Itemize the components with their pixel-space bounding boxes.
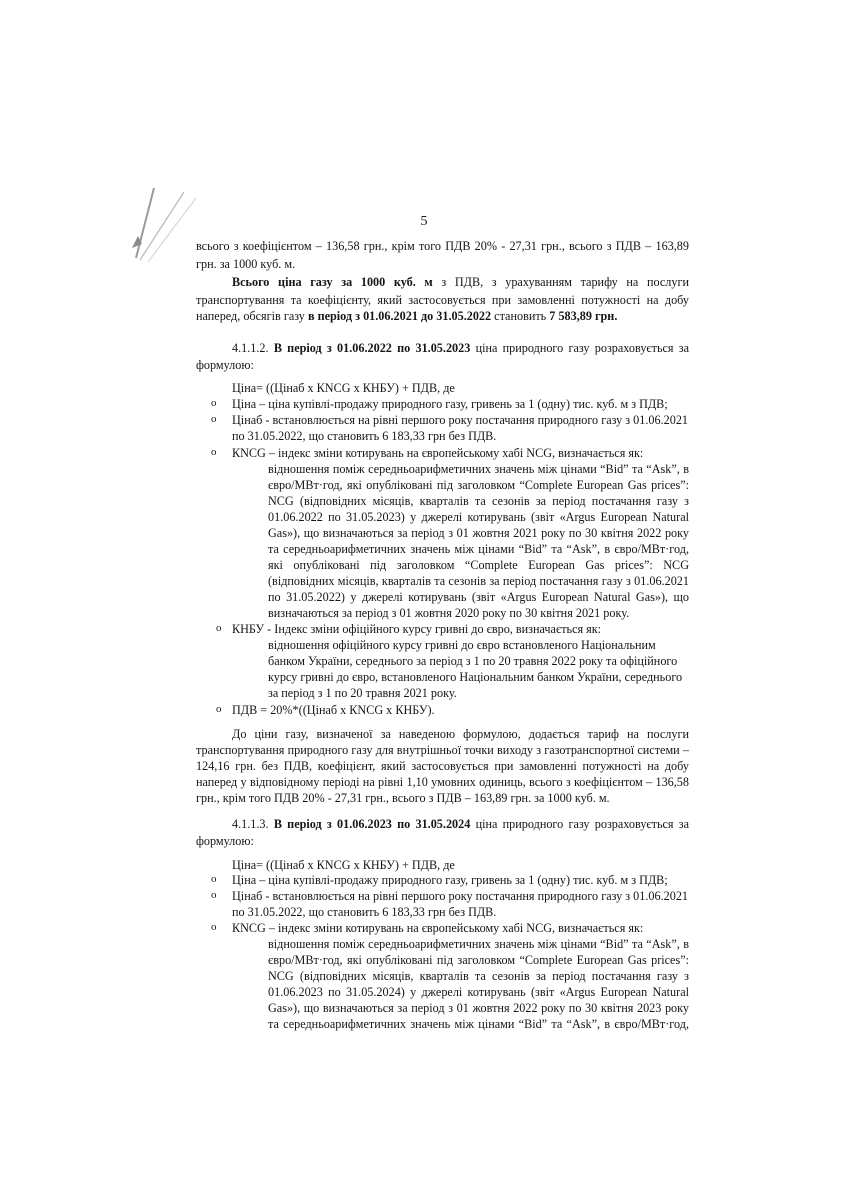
nbu-line: курсу гривні до євро, встановленого Національним банком України, середнього [268, 670, 683, 684]
bullet-icon: o [216, 703, 222, 715]
bullet-icon: o [211, 873, 217, 885]
ncg-line: по 31.05.2022) у джерелі котирувань (звіт «Argus European Natural Gas»), що [268, 590, 689, 604]
list-item-cont: по 31.05.2022, що становить 6 183,33 грн без ПДВ. [232, 905, 497, 919]
tariff-line: До ціни газу, визначеної за наведеною формулою, додається тариф на послуги [232, 727, 689, 741]
bullet-icon: o [211, 446, 217, 458]
bullet-icon: o [211, 889, 217, 901]
list-item: Цінаб - встановлюється на рівні першого року постачання природного газу з 01.06.2021 [232, 413, 689, 427]
bullet-icon: o [216, 622, 222, 634]
section-heading: 4.1.1.3. В період з 01.06.2023 по 31.05.2024 ціна природного газу розраховується за [232, 817, 689, 831]
ncg-line: Gas»), що визначаються за період з 01 жовтня 2022 року по 30 квітня 2023 року [268, 1001, 689, 1015]
page-number: 5 [420, 214, 428, 229]
bullet-icon: o [211, 921, 217, 933]
ncg-line: та середньоарифметичних значень між цінами “Bid” та “Ask”, в євро/МВт·год, [268, 1017, 689, 1031]
formula: Ціна= ((Цінаб х КNCG х КНБУ) + ПДВ, де [232, 858, 455, 872]
nbu-line: за період з 1 по 20 травня 2021 року. [268, 686, 457, 700]
nbu-line: відношення офіційного курсу гривні до євро встановленого Національним [268, 638, 656, 652]
ncg-line: відношення поміж середньоарифметичних значень між цінами “Bid” та “Ask”, в [268, 462, 689, 476]
ncg-line: відношення поміж середньоарифметичних значень між цінами “Bid” та “Ask”, в [268, 937, 689, 951]
ncg-line: 01.06.2023 по 31.05.2024) у джерелі котирувань (звіт «Argus European Natural [268, 985, 689, 999]
text-line: транспортування та коефіцієнту, який застосовується при замовленні потужності на добу [196, 293, 689, 307]
ncg-line: (відповідних місяців, кварталів та сезонів за період постачання газу з 01.06.2021 [268, 574, 689, 588]
list-item: КNCG – індекс зміни котирувань на європейському хабі NCG, визначається як: [232, 446, 644, 460]
text-line: грн. за 1000 куб. м. [196, 257, 296, 271]
ncg-line: 01.06.2022 по 31.05.2023) у джерелі котирувань (звіт «Argus European Natural [268, 510, 689, 524]
ncg-line: євро/МВт·год, які опубліковані під заголовком “Complete European Gas prices”: [268, 478, 689, 492]
ncg-line: євро/МВт·год, які опубліковані під заголовком “Complete European Gas prices”: [268, 953, 689, 967]
tariff-line: 124,16 грн. без ПДВ, коефіцієнт, який застосовується при замовленні потужності на добу [196, 759, 689, 773]
list-item: Цінаб - встановлюється на рівні першого року постачання природного газу з 01.06.2021 [232, 889, 689, 903]
nbu-line: банком України, середнього за період з 1 по 20 травня 2022 року та офіційного [268, 654, 678, 668]
list-item: КNCG – індекс зміни котирувань на європейському хабі NCG, визначається як: [232, 921, 644, 935]
bullet-icon: o [211, 397, 217, 409]
formula: Ціна= ((Цінаб х КNCG х КНБУ) + ПДВ, де [232, 381, 455, 395]
list-item: КНБУ - Індекс зміни офіційного курсу гривні до євро, визначається як: [232, 622, 602, 636]
list-item: Ціна – ціна купівлі-продажу природного газу, гривень за 1 (одну) тис. куб. м з ПДВ; [232, 873, 668, 887]
tariff-line: транспортування природного газу для внутрішньої точки виходу з газотранспортної системи – [196, 743, 689, 757]
ncg-line: NCG (відповідних місяців, кварталів та сезонів за період постачання газу з [268, 494, 689, 508]
ncg-line: NCG (відповідних місяців, кварталів та сезонів за період постачання газу з [268, 969, 689, 983]
tariff-line: грн., крім того ПДВ 20% - 27,31 грн., всього з ПДВ – 163,89 грн. за 1000 куб. м. [196, 791, 610, 805]
list-item: ПДВ = 20%*((Цінаб х КNCG х КНБУ). [232, 703, 435, 717]
ncg-line: Gas»), що визначаються за період з 01 жовтня 2021 року по 30 квітня 2022 року [268, 526, 689, 540]
ncg-line: які опубліковані під заголовком “Complete European Gas prices”: NCG [268, 558, 689, 572]
ncg-line: та середньоарифметичних значень між цінами “Bid” та “Ask”, в євро/МВт·год, [268, 542, 689, 556]
ncg-line: визначаються за період з 01 жовтня 2020 року по 30 квітня 2021 року. [268, 606, 630, 620]
text-line: формулою: [196, 834, 254, 848]
tariff-line: наперед у відповідному періоді на рівні 1,10 умовних одиниць, всього з коефіцієнтом – 136,58 [196, 775, 689, 789]
text-line: наперед, обсягів газу в період з 01.06.2021 до 31.05.2022 становить 7 583,89 грн. [196, 309, 618, 323]
list-item: Ціна – ціна купівлі-продажу природного газу, гривень за 1 (одну) тис. куб. м з ПДВ; [232, 397, 668, 411]
list-item-cont: по 31.05.2022, що становить 6 183,33 грн без ПДВ. [232, 429, 497, 443]
section-heading: 4.1.1.2. В період з 01.06.2022 по 31.05.2023 ціна природного газу розраховується за [232, 341, 689, 355]
text-line: формулою: [196, 358, 254, 372]
bullet-icon: o [211, 413, 217, 425]
text-line: всього з коефіцієнтом – 136,58 грн., крім того ПДВ 20% - 27,31 грн., всього з ПДВ – 163,89 [196, 239, 689, 253]
text-line: Всього ціна газу за 1000 куб. м з ПДВ, з урахуванням тарифу на послуги [232, 275, 690, 289]
